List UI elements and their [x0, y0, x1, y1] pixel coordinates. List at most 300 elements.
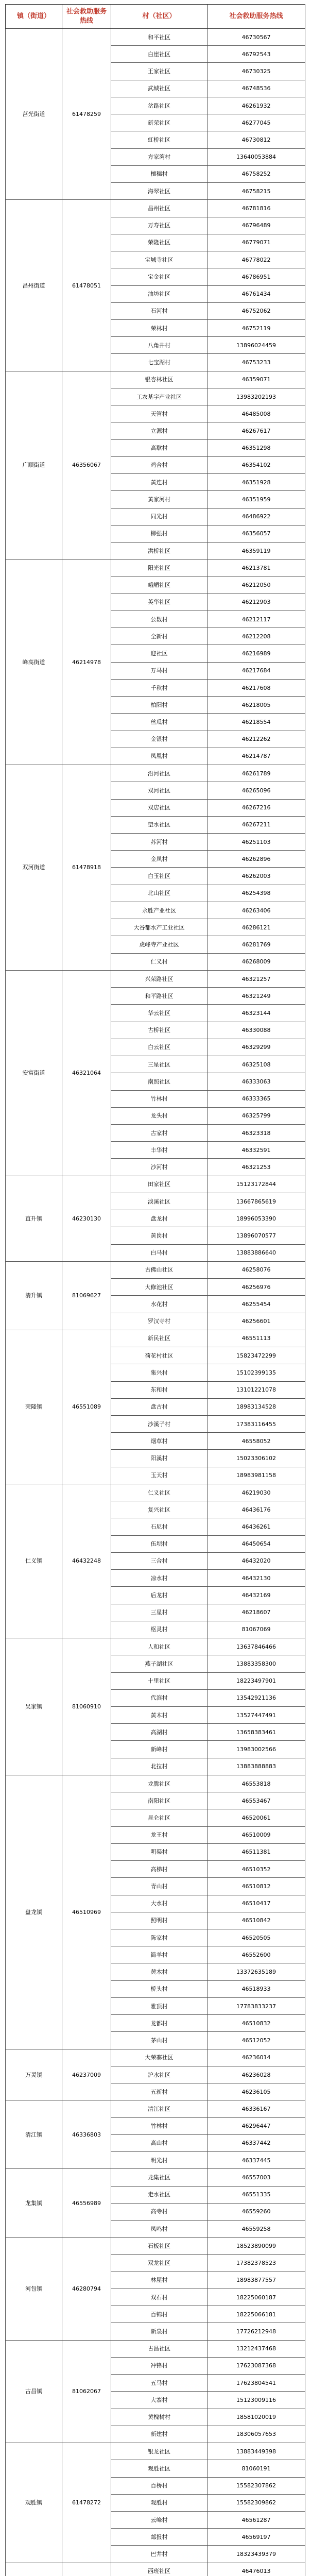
village-hotline: 46336167: [208, 2100, 305, 2117]
village-hotline: 46359071: [208, 371, 305, 388]
village-name: 昆仑社区: [111, 1809, 208, 1826]
village-hotline: 13883886640: [208, 1244, 305, 1261]
town-name: 仁义镇: [6, 1484, 62, 1638]
village-name: 黄木村: [111, 1963, 208, 1980]
village-name: 宝金社区: [111, 268, 208, 285]
village-name: 盘古村: [111, 1398, 208, 1415]
village-hotline: 18581020019: [208, 2409, 305, 2426]
town-name: 广顺街道: [6, 371, 62, 560]
town-name: 万灵镇: [6, 2049, 62, 2100]
village-hotline: 46213781: [208, 560, 305, 577]
town-hotline: 46551089: [62, 1330, 111, 1484]
town-name: 龙集镇: [6, 2169, 62, 2238]
town-name: 昌州街道: [6, 200, 62, 371]
village-hotline: 46730812: [208, 131, 305, 148]
village-hotline: 46323318: [208, 1125, 305, 1142]
village-name: 水花村: [111, 1296, 208, 1313]
village-hotline: 46262896: [208, 851, 305, 868]
village-name: 高歇村: [111, 439, 208, 456]
village-hotline: 46263406: [208, 902, 305, 919]
village-hotline: 13883888883: [208, 1758, 305, 1775]
table-row: [6, 1638, 305, 1655]
village-hotline: 15582307862: [208, 2477, 305, 2494]
village-name: 燕子湖社区: [111, 1655, 208, 1672]
town-hotline: 46336803: [62, 2100, 111, 2169]
village-hotline: 46432169: [208, 1587, 305, 1604]
village-name: 南阳社区: [111, 1792, 208, 1809]
town-hotline: 81060910: [62, 1638, 111, 1775]
town-hotline: [62, 2563, 111, 2576]
town-hotline: 46432248: [62, 1484, 111, 1638]
village-name: 后龙村: [111, 1587, 208, 1604]
village-name: 同光村: [111, 508, 208, 525]
village-hotline: 15102399135: [208, 1364, 305, 1381]
village-hotline: 46432130: [208, 1570, 305, 1587]
village-hotline: 46510009: [208, 1826, 305, 1843]
village-hotline: 46265096: [208, 782, 305, 799]
village-hotline: 46254398: [208, 885, 305, 902]
village-hotline: 46758215: [208, 183, 305, 200]
village-name: 北山社区: [111, 885, 208, 902]
village-hotline: 46212903: [208, 594, 305, 611]
village-name: 双店社区: [111, 799, 208, 816]
village-hotline: 46217684: [208, 662, 305, 679]
village-name: 复兴社区: [111, 1501, 208, 1518]
table-row: [6, 2100, 305, 2117]
village-name: 荣隆社区: [111, 234, 208, 251]
village-hotline: 46214787: [208, 748, 305, 765]
village-hotline: 17383116455: [208, 1415, 305, 1432]
village-hotline: 13527447491: [208, 1706, 305, 1723]
village-hotline: 46510417: [208, 1895, 305, 1912]
town-name: 河包镇: [6, 2238, 62, 2340]
table-row: [6, 1330, 305, 1347]
village-name: 和平社区: [111, 29, 208, 46]
village-name: 阳溪村: [111, 1450, 208, 1467]
village-hotline: 46559258: [208, 2221, 305, 2238]
village-hotline: 46261932: [208, 97, 305, 114]
village-name: 黄家河村: [111, 491, 208, 508]
village-name: 荣林村: [111, 319, 208, 336]
village-name: 海翠社区: [111, 183, 208, 200]
village-hotline: 46323144: [208, 1005, 305, 1022]
village-name: 黄木村: [111, 1706, 208, 1723]
town-hotline: 46556989: [62, 2169, 111, 2238]
village-name: 凤鸣村: [111, 2221, 208, 2238]
table-row: [6, 560, 305, 577]
village-hotline: 46485008: [208, 405, 305, 422]
village-name: 油坊社区: [111, 285, 208, 302]
village-hotline: 46218554: [208, 714, 305, 731]
village-hotline: 46255454: [208, 1296, 305, 1313]
village-hotline: 46258076: [208, 1261, 305, 1278]
town-hotline: 81069627: [62, 1261, 111, 1330]
table-row: [6, 1261, 305, 1278]
village-hotline: 46752062: [208, 302, 305, 319]
village-name: 高梯村: [111, 1861, 208, 1878]
village-name: 东和村: [111, 1381, 208, 1398]
village-name: 云峰村: [111, 2511, 208, 2528]
village-name: 青山村: [111, 1878, 208, 1895]
village-hotline: 46251103: [208, 834, 305, 851]
town-name: 观胜镇: [6, 2443, 62, 2563]
village-name: 天管村: [111, 405, 208, 422]
village-hotline: 46218005: [208, 697, 305, 714]
town-name: 莒光街道: [6, 29, 62, 200]
village-name: 石尼村: [111, 1518, 208, 1535]
village-hotline: 46512052: [208, 2032, 305, 2049]
village-name: 三星社区: [111, 1056, 208, 1073]
village-name: 工农基字产业社区: [111, 388, 208, 405]
village-name: 田家社区: [111, 1176, 208, 1193]
village-name: 茅山村: [111, 2032, 208, 2049]
village-hotline: 46325799: [208, 1107, 305, 1124]
village-name: 百锦村: [111, 2306, 208, 2323]
village-name: 大水村: [111, 1895, 208, 1912]
town-hotline: 61478272: [62, 2443, 111, 2563]
village-name: 竹林村: [111, 2117, 208, 2134]
village-name: 方家湾村: [111, 148, 208, 165]
village-name: 凤凰村: [111, 748, 208, 765]
table-row: [6, 29, 305, 46]
village-name: 昌州社区: [111, 200, 208, 217]
header-town-hotline: 社会救助服务热线: [62, 5, 111, 29]
village-name: 王家社区: [111, 63, 208, 80]
village-hotline: 18306057653: [208, 2426, 305, 2443]
village-name: 林屋村: [111, 2272, 208, 2289]
village-name: 白玉社区: [111, 868, 208, 885]
village-name: 迎社区: [111, 645, 208, 662]
town-hotline: 81062067: [62, 2340, 111, 2443]
village-name: 黄槐树村: [111, 2409, 208, 2426]
village-name: 清江社区: [111, 2100, 208, 2117]
village-name: 枢灵村: [111, 1621, 208, 1638]
village-hotline: 46217608: [208, 679, 305, 696]
village-hotline: 46436176: [208, 1501, 305, 1518]
table-body: [6, 29, 305, 2576]
village-name: 玉天村: [111, 1467, 208, 1484]
village-hotline: 46218607: [208, 1604, 305, 1621]
table-row: [6, 371, 305, 388]
village-hotline: 46551113: [208, 1330, 305, 1347]
table-row: [6, 2443, 305, 2460]
header-row: [6, 5, 305, 29]
village-hotline: 46779071: [208, 234, 305, 251]
village-name: 龙都村: [111, 2015, 208, 2032]
village-name: 巴井村: [111, 2546, 208, 2563]
village-name: 古佛山社区: [111, 1261, 208, 1278]
village-name: 竹林村: [111, 1090, 208, 1107]
village-hotline: 18983877557: [208, 2272, 305, 2289]
village-hotline: 46486922: [208, 508, 305, 525]
village-hotline: 46261789: [208, 765, 305, 782]
village-name: 西班社区: [111, 2563, 208, 2576]
village-name: 大修池社区: [111, 1279, 208, 1296]
village-hotline: 46781816: [208, 200, 305, 217]
village-hotline: 13101221078: [208, 1381, 305, 1398]
village-hotline: 13372635189: [208, 1963, 305, 1980]
village-hotline: 46267211: [208, 816, 305, 833]
village-hotline: 46236014: [208, 2049, 305, 2066]
village-hotline: 46236105: [208, 2083, 305, 2100]
village-hotline: 15823472299: [208, 1347, 305, 1364]
village-hotline: 46552600: [208, 1946, 305, 1963]
town-name: 峰高街道: [6, 560, 62, 765]
village-hotline: 81067069: [208, 1621, 305, 1638]
village-hotline: 18323439379: [208, 2546, 305, 2563]
village-hotline: 46332591: [208, 1142, 305, 1159]
village-hotline: 15582309862: [208, 2494, 305, 2511]
village-name: 代滨村: [111, 1689, 208, 1706]
village-name: 银龙社区: [111, 2443, 208, 2460]
village-hotline: 18983981158: [208, 1467, 305, 1484]
village-hotline: 46212050: [208, 577, 305, 594]
village-hotline: 46520061: [208, 1809, 305, 1826]
town-hotline: 46214978: [62, 560, 111, 765]
town-hotline: 46280794: [62, 2238, 111, 2340]
town-hotline: 46356067: [62, 371, 111, 560]
village-hotline: 46212117: [208, 611, 305, 628]
village-hotline: 46553818: [208, 1775, 305, 1792]
village-hotline: 46748536: [208, 80, 305, 97]
village-name: 华云社区: [111, 1005, 208, 1022]
village-hotline: 18223497901: [208, 1672, 305, 1689]
village-name: 观胜村: [111, 2494, 208, 2511]
hotline-table: [5, 4, 305, 2576]
village-hotline: 46296447: [208, 2117, 305, 2134]
village-name: 盘龙村: [111, 1210, 208, 1227]
village-hotline: 46351298: [208, 439, 305, 456]
village-name: 龙头村: [111, 1107, 208, 1124]
village-name: 大谷都水产工业社区: [111, 919, 208, 936]
village-name: 阳光社区: [111, 560, 208, 577]
village-hotline: 46256601: [208, 1313, 305, 1330]
village-hotline: 46262003: [208, 868, 305, 885]
village-hotline: 13637846466: [208, 1638, 305, 1655]
village-name: 英华社区: [111, 594, 208, 611]
village-hotline: 46286121: [208, 919, 305, 936]
village-name: 高寺村: [111, 2203, 208, 2220]
village-hotline: 46321253: [208, 1159, 305, 1176]
village-hotline: 15123009116: [208, 2392, 305, 2409]
village-name: 黄连村: [111, 474, 208, 491]
village-hotline: 46518933: [208, 1980, 305, 1997]
town-hotline: 46321064: [62, 970, 111, 1176]
village-hotline: 46561287: [208, 2511, 305, 2528]
village-name: 三合村: [111, 1552, 208, 1569]
village-name: 大荣寨社区: [111, 2049, 208, 2066]
village-name: 高山村: [111, 2134, 208, 2151]
village-name: 沙溪子村: [111, 1415, 208, 1432]
village-name: 明光村: [111, 2152, 208, 2169]
village-hotline: 13667865619: [208, 1193, 305, 1210]
village-name: 岔路社区: [111, 97, 208, 114]
village-hotline: 81060191: [208, 2460, 305, 2477]
village-hotline: 46730325: [208, 63, 305, 80]
village-name: 双龙社区: [111, 2255, 208, 2272]
village-hotline: 13212437468: [208, 2340, 305, 2357]
table-row: [6, 1484, 305, 1501]
village-name: 峨嵋社区: [111, 577, 208, 594]
village-hotline: 17382378523: [208, 2255, 305, 2272]
village-hotline: 46510352: [208, 1861, 305, 1878]
village-hotline: 46354102: [208, 456, 305, 473]
village-name: 大寨村: [111, 2392, 208, 2409]
village-name: 七宝湖村: [111, 354, 208, 371]
town-name: 安富街道: [6, 970, 62, 1176]
town-name: 双河街道: [6, 765, 62, 971]
table-row: [6, 765, 305, 782]
village-name: 龙王村: [111, 1826, 208, 1843]
village-name: 丰华村: [111, 1142, 208, 1159]
village-name: 望水社区: [111, 816, 208, 833]
village-hotline: 46520505: [208, 1929, 305, 1946]
village-name: 烟草村: [111, 1433, 208, 1450]
village-name: 新荣社区: [111, 114, 208, 131]
village-name: 石板社区: [111, 2238, 208, 2255]
village-name: 武城社区: [111, 80, 208, 97]
town-name: 直升镇: [6, 1176, 62, 1261]
village-hotline: 46558052: [208, 1433, 305, 1450]
village-hotline: 46551335: [208, 2186, 305, 2203]
town-hotline: 46230130: [62, 1176, 111, 1261]
village-hotline: 46356057: [208, 525, 305, 542]
village-name: 荷花村社区: [111, 1347, 208, 1364]
village-name: 五马村: [111, 2375, 208, 2392]
village-name: 宝城寺社区: [111, 251, 208, 268]
village-hotline: 17783833237: [208, 1997, 305, 2014]
village-hotline: 46321249: [208, 988, 305, 1005]
village-name: 沙河村: [111, 1159, 208, 1176]
village-hotline: 46569197: [208, 2529, 305, 2546]
village-hotline: 46511381: [208, 1843, 305, 1860]
village-name: 龙集社区: [111, 2169, 208, 2186]
village-name: 白云社区: [111, 1039, 208, 1056]
village-hotline: 46559260: [208, 2203, 305, 2220]
village-hotline: 46786951: [208, 268, 305, 285]
village-hotline: 13542921136: [208, 1689, 305, 1706]
village-name: 白崖社区: [111, 46, 208, 63]
village-name: 凉水村: [111, 1570, 208, 1587]
town-name: 盘龙镇: [6, 1775, 62, 2049]
town-name: [6, 2563, 62, 2576]
village-hotline: 46510832: [208, 2015, 305, 2032]
village-hotline: 46321257: [208, 970, 305, 987]
village-name: 新泉村: [111, 2323, 208, 2340]
village-name: 古昌社区: [111, 2340, 208, 2357]
village-name: 雅顶村: [111, 1997, 208, 2014]
village-name: 檀穗村: [111, 165, 208, 182]
village-name: 沿河社区: [111, 765, 208, 782]
village-name: 陈家村: [111, 1929, 208, 1946]
table-row: [6, 1775, 305, 1792]
village-name: 北拉村: [111, 1758, 208, 1775]
village-name: 万寿社区: [111, 217, 208, 234]
village-name: 八角井村: [111, 337, 208, 354]
village-hotline: 46256976: [208, 1279, 305, 1296]
village-hotline: 18225066181: [208, 2306, 305, 2323]
village-hotline: 46333063: [208, 1073, 305, 1090]
town-name: 清江镇: [6, 2100, 62, 2169]
village-hotline: 46359119: [208, 543, 305, 560]
village-hotline: 46758252: [208, 165, 305, 182]
village-name: 照明村: [111, 1912, 208, 1929]
village-name: 和平路社区: [111, 988, 208, 1005]
village-name: 双河社区: [111, 782, 208, 799]
table-row: [6, 2563, 305, 2576]
village-hotline: 46753233: [208, 354, 305, 371]
village-hotline: 46351928: [208, 474, 305, 491]
village-hotline: 15123172844: [208, 1176, 305, 1193]
village-hotline: 46557003: [208, 2169, 305, 2186]
village-name: 虹桥社区: [111, 131, 208, 148]
village-name: 古家村: [111, 1125, 208, 1142]
village-hotline: 46329299: [208, 1039, 305, 1056]
village-hotline: 46432020: [208, 1552, 305, 1569]
village-name: 白马村: [111, 1244, 208, 1261]
town-hotline: 46237009: [62, 2049, 111, 2100]
village-name: 五新村: [111, 2083, 208, 2100]
village-name: 兴荣路社区: [111, 970, 208, 987]
village-hotline: 46267617: [208, 422, 305, 439]
village-hotline: 46778022: [208, 251, 305, 268]
village-name: 立源村: [111, 422, 208, 439]
village-name: 公数村: [111, 611, 208, 628]
village-hotline: 46325108: [208, 1056, 305, 1073]
village-name: 集兴村: [111, 1364, 208, 1381]
village-hotline: 46510842: [208, 1912, 305, 1929]
village-hotline: 17726212948: [208, 2323, 305, 2340]
village-hotline: 13983202193: [208, 388, 305, 405]
town-name: 吴家镇: [6, 1638, 62, 1775]
village-hotline: 18225060187: [208, 2289, 305, 2306]
village-name: 冲锋村: [111, 2357, 208, 2374]
village-hotline: 46761434: [208, 285, 305, 302]
table-row: [6, 200, 305, 217]
village-hotline: 13658383461: [208, 1724, 305, 1741]
village-name: 千秋村: [111, 679, 208, 696]
village-name: 伍坝村: [111, 1535, 208, 1552]
village-name: 双石村: [111, 2289, 208, 2306]
table-row: [6, 2238, 305, 2255]
village-name: 十里社区: [111, 1672, 208, 1689]
town-name: 清升镇: [6, 1261, 62, 1330]
village-name: 百桥村: [111, 2477, 208, 2494]
village-hotline: 46796489: [208, 217, 305, 234]
village-name: 仁义社区: [111, 1484, 208, 1501]
table-row: [6, 2340, 305, 2357]
village-hotline: 18983134528: [208, 1398, 305, 1415]
table-row: [6, 2169, 305, 2186]
village-name: 鸡合村: [111, 456, 208, 473]
village-name: 虎峰寺产业社区: [111, 936, 208, 953]
village-hotline: 18996053390: [208, 1210, 305, 1227]
village-hotline: 46219030: [208, 1484, 305, 1501]
village-hotline: 46236028: [208, 2066, 305, 2083]
village-name: 淡溪社区: [111, 1193, 208, 1210]
village-name: 古桥社区: [111, 1022, 208, 1039]
village-hotline: 18523890099: [208, 2238, 305, 2255]
village-name: 观胜社区: [111, 2460, 208, 2477]
village-hotline: 46212262: [208, 731, 305, 748]
village-hotline: 46792543: [208, 46, 305, 63]
village-name: 金凤村: [111, 851, 208, 868]
village-hotline: 46730567: [208, 29, 305, 46]
village-name: 全新村: [111, 628, 208, 645]
village-hotline: 46212208: [208, 628, 305, 645]
village-hotline: 46216989: [208, 645, 305, 662]
village-hotline: 17623804541: [208, 2375, 305, 2392]
